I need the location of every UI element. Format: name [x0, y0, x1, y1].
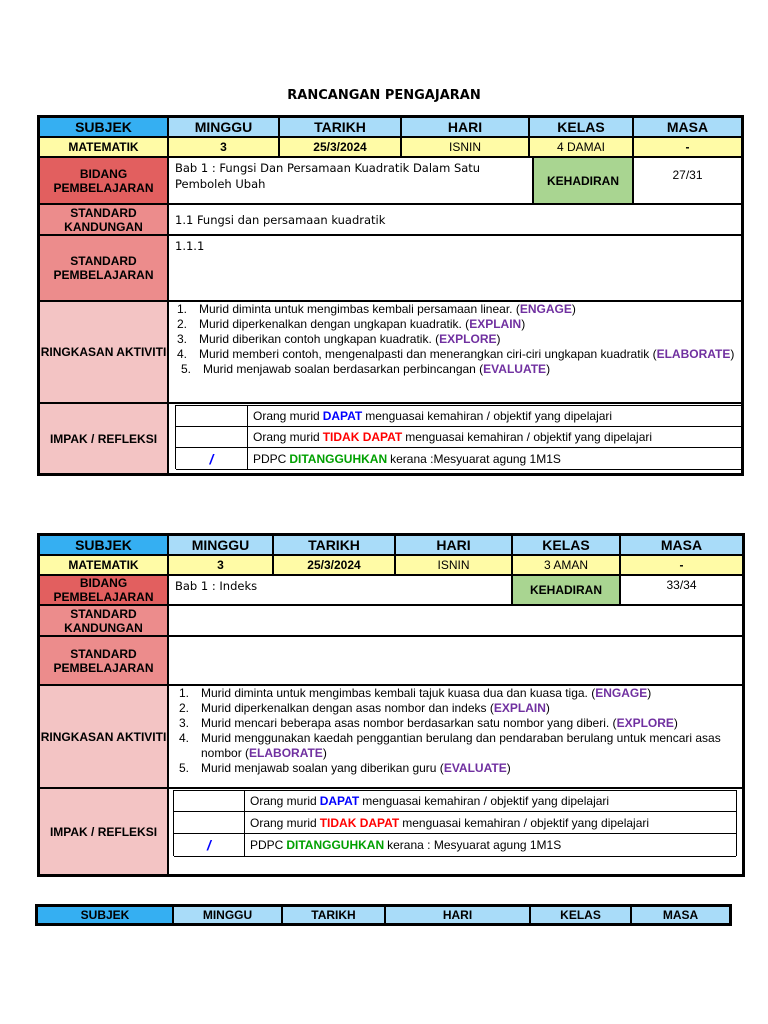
activity-text: Murid diminta untuk mengimbas kembali persamaan linear. ( — [199, 302, 520, 316]
label-impak: IMPAK / REFLEKSI — [39, 788, 168, 875]
value-minggu: 3 — [168, 555, 273, 575]
impak-text — [244, 812, 649, 833]
activity-item — [177, 731, 734, 761]
header-minggu: MINGGU — [168, 117, 279, 137]
header-subjek: SUBJEK — [37, 906, 173, 924]
value-hari: ISNIN — [395, 555, 512, 575]
activity-number: 5. — [179, 761, 190, 775]
header-masa: MASA — [633, 117, 742, 137]
impak-pre: PDPC — [253, 451, 287, 466]
impak-post: menguasai kemahiran / objektif yang dipelajari — [405, 430, 653, 444]
header-kelas: KELAS — [530, 906, 631, 924]
impak-table — [173, 790, 737, 856]
header-masa: MASA — [620, 535, 743, 555]
activity-end: ) — [521, 317, 526, 331]
impak-row — [174, 834, 736, 857]
impak-text — [247, 406, 612, 426]
impak-post: kerana : Mesyuarat agung 1M1S — [387, 838, 562, 852]
activity-text: Murid mencari beberapa asas nombor berdasarkan satu nombor yang diberi. ( — [201, 716, 617, 730]
activity-tag: EXPLAIN — [493, 701, 546, 715]
value-kelas: 4 DAMAI — [529, 137, 633, 157]
activity-number: 5. — [181, 362, 192, 376]
activity-text: Murid diberikan contoh ungkapan kuadratik. ( — [199, 332, 440, 346]
impak-key: TIDAK DAPAT — [322, 430, 403, 444]
impak-mark — [176, 406, 248, 426]
bidang-text: Bab 1 : Fungsi Dan Persamaan Kuadratik Dalam Satu Pemboleh Ubah — [168, 157, 533, 204]
kehadiran-number: 27/31 — [672, 168, 703, 182]
value-masa: - — [633, 137, 742, 157]
page-title: RANCANGAN PENGAJARAN — [287, 88, 481, 103]
impak-text — [244, 834, 561, 856]
activity-item — [175, 332, 737, 347]
impak-post: kerana :Mesyuarat agung 1M1S — [390, 451, 561, 466]
impak-row — [174, 791, 736, 812]
kehadiran-value — [633, 157, 742, 204]
label-ringkasan: RINGKASAN AKTIVITI — [39, 301, 168, 403]
header-kelas: KELAS — [512, 535, 620, 555]
activity-number: 2. — [177, 317, 188, 331]
impak-table — [175, 405, 742, 469]
label-kehadiran: KEHADIRAN — [512, 575, 620, 605]
activity-text: Murid menggunakan kaedah penggantian berulang dan pendaraban berulang untuk mencari asas nombor ( — [201, 731, 721, 760]
activity-item — [175, 362, 737, 377]
impak-row — [176, 406, 741, 427]
header-tarikh: TARIKH — [279, 117, 401, 137]
value-minggu: 3 — [168, 137, 279, 157]
value-subjek: MATEMATIK — [39, 137, 168, 157]
activity-tag: ELABORATE — [249, 746, 323, 760]
impak-key: DAPAT — [322, 409, 363, 423]
standard-kandungan-value: 1.1 Fungsi dan persamaan kuadratik — [175, 212, 386, 227]
impak-mark — [174, 791, 245, 811]
activity-tag: ELABORATE — [656, 347, 731, 361]
impak-mark — [174, 812, 245, 833]
value-masa: - — [620, 555, 743, 575]
activity-end: ) — [506, 761, 511, 775]
impak-row — [174, 812, 736, 834]
activity-end: ) — [545, 701, 550, 715]
header-minggu: MINGGU — [173, 906, 282, 924]
header-kelas: KELAS — [529, 117, 633, 137]
activity-text: Murid diperkenalkan dengan asas nombor dan indeks ( — [201, 701, 494, 715]
impak-key: DITANGGUHKAN — [289, 451, 388, 466]
label-standard-kandungan: STANDARD KANDUNGAN — [39, 605, 168, 636]
label-standard-kandungan: STANDARD KANDUNGAN — [39, 204, 168, 235]
value-tarikh: 25/3/2024 — [273, 555, 395, 575]
activity-end: ) — [496, 332, 501, 346]
activity-text: Murid memberi contoh, mengenalpasti dan menerangkan ciri-ciri ungkapan kuadratik ( — [199, 347, 657, 361]
activity-tag: EXPLORE — [616, 716, 674, 730]
kehadiran-value — [620, 575, 743, 605]
activity-text: Murid diperkenalkan dengan ungkapan kuadratik. ( — [199, 317, 470, 331]
activity-end: ) — [647, 686, 652, 700]
label-standard-pembelajaran: STANDARD PEMBELAJARAN — [39, 235, 168, 301]
value-tarikh: 25/3/2024 — [279, 137, 401, 157]
activity-tag: ENGAGE — [519, 302, 572, 316]
activity-number: 3. — [177, 332, 188, 346]
activity-text: Murid menjawab soalan yang diberikan guru ( — [201, 761, 444, 775]
value-hari: ISNIN — [401, 137, 529, 157]
header-hari: HARI — [385, 906, 530, 924]
label-ringkasan: RINGKASAN AKTIVITI — [39, 685, 168, 788]
label-bidang: BIDANG PEMBELAJARAN — [39, 157, 168, 204]
activity-tag: EXPLAIN — [469, 317, 522, 331]
standard-pembelajaran-text — [168, 636, 743, 685]
value-kelas: 3 AMAN — [512, 555, 620, 575]
impak-row — [176, 427, 741, 448]
activity-end: ) — [546, 362, 551, 376]
header-subjek: SUBJEK — [39, 535, 168, 555]
impak-pre: Orang murid — [253, 409, 320, 423]
impak-post: menguasai kemahiran / objektif yang dipelajari — [402, 815, 650, 830]
activity-item — [175, 317, 737, 332]
label-bidang: BIDANG PEMBELAJARAN — [39, 575, 168, 605]
activity-item — [177, 761, 734, 776]
impak-post: menguasai kemahiran / objektif yang dipelajari — [362, 794, 610, 808]
label-standard-pembelajaran: STANDARD PEMBELAJARAN — [39, 636, 168, 685]
activity-number: 3. — [179, 716, 190, 730]
activity-item — [175, 302, 737, 317]
impak-pre: Orang murid — [253, 430, 320, 444]
impak-row — [176, 448, 741, 470]
activity-number: 4. — [177, 347, 188, 361]
impak-key: DAPAT — [319, 794, 360, 808]
bidang-text: Bab 1 : Indeks — [168, 575, 512, 605]
header-masa: MASA — [631, 906, 730, 924]
impak-text — [247, 448, 561, 469]
label-impak: IMPAK / REFLEKSI — [39, 403, 168, 474]
impak-key: DITANGGUHKAN — [286, 838, 385, 852]
header-tarikh: TARIKH — [273, 535, 395, 555]
activity-number: 4. — [179, 731, 190, 745]
activity-end: ) — [730, 347, 735, 361]
label-kehadiran: KEHADIRAN — [533, 157, 633, 204]
activity-item — [177, 716, 734, 731]
activity-number: 1. — [177, 302, 188, 316]
activity-tag: EXPLORE — [439, 332, 497, 346]
activity-text: Murid diminta untuk mengimbas kembali tajuk kuasa dua dan kuasa tiga. ( — [201, 686, 596, 700]
header-hari: HARI — [401, 117, 529, 137]
standard-kandungan-text — [168, 204, 742, 235]
impak-text — [247, 427, 652, 447]
impak-mark — [176, 427, 248, 447]
header-minggu: MINGGU — [168, 535, 273, 555]
standard-pembelajaran-text: 1.1.1 — [168, 235, 742, 301]
impak-key: TIDAK DAPAT — [319, 815, 400, 830]
header-subjek: SUBJEK — [39, 117, 168, 137]
impak-text — [244, 791, 609, 811]
activity-tag: EVALUATE — [443, 761, 507, 775]
standard-kandungan-text — [168, 605, 743, 636]
activity-end: ) — [322, 746, 327, 760]
activity-end: ) — [571, 302, 576, 316]
activity-number: 1. — [179, 686, 190, 700]
activity-item — [175, 347, 737, 362]
impak-pre: Orang murid — [250, 794, 317, 808]
impak-mark: / — [176, 448, 248, 469]
activity-item — [177, 686, 734, 701]
impak-mark: / — [174, 834, 245, 856]
activity-end: ) — [673, 716, 678, 730]
activity-text: Murid menjawab soalan berdasarkan perbincangan ( — [203, 362, 484, 376]
activity-tag: EVALUATE — [483, 362, 547, 376]
value-subjek: MATEMATIK — [39, 555, 168, 575]
impak-pre: PDPC — [250, 838, 284, 852]
kehadiran-number: 33/34 — [666, 578, 697, 592]
header-hari: HARI — [395, 535, 512, 555]
activity-list — [168, 685, 743, 788]
activity-item — [177, 701, 734, 716]
activity-number: 2. — [179, 701, 190, 715]
activity-list — [168, 301, 742, 403]
impak-post: menguasai kemahiran / objektif yang dipelajari — [365, 409, 613, 423]
header-tarikh: TARIKH — [282, 906, 385, 924]
activity-tag: ENGAGE — [595, 686, 648, 700]
impak-pre: Orang murid — [250, 815, 317, 830]
